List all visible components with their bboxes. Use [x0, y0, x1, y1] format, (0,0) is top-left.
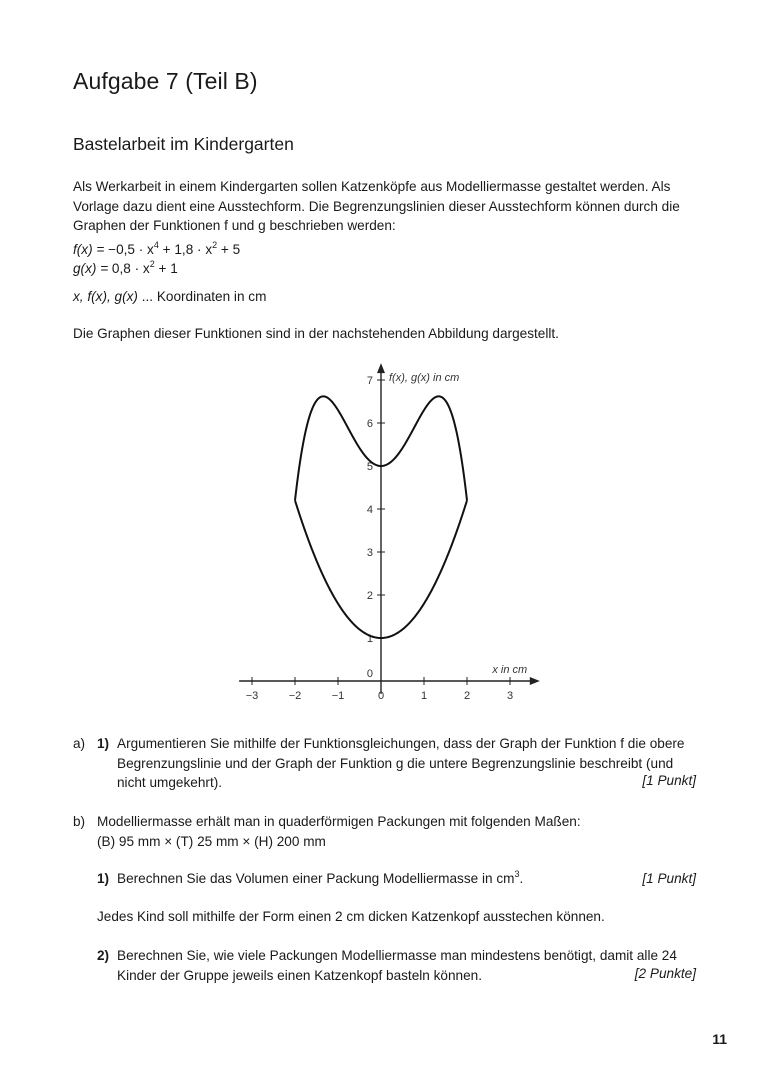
section-subtitle: Bastelarbeit im Kindergarten — [73, 134, 294, 154]
coordinates-note: x, f(x), g(x) ... Koordinaten in cm — [73, 289, 267, 304]
y-axis-label: f(x), g(x) in cm — [389, 372, 460, 385]
part-a-points: [1 Punkt] — [642, 773, 696, 788]
x-tick-label: −1 — [331, 690, 345, 702]
x-axis-arrow — [530, 677, 540, 685]
y-tick-label: 1 — [366, 633, 373, 645]
y-axis-arrow — [377, 363, 385, 373]
part-b-question1-number: 1) — [97, 871, 110, 886]
part-b-middle-text: Jedes Kind soll mithilfe der Form einen 2 cm dicken Katzenkopf ausstechen können. — [97, 909, 605, 924]
part-b-question1-text: Berechnen Sie das Volumen einer Packung Modelliermasse in $cm^3$. — [117, 869, 524, 886]
x-tick-label: 3 — [506, 690, 514, 702]
part-a-label: a) — [73, 736, 86, 751]
y-tick-label: 3 — [366, 547, 373, 559]
x-tick-label: 0 — [377, 690, 385, 702]
part-b-question2-number: 2) — [97, 948, 110, 963]
part-b-label: b) — [73, 814, 86, 829]
y-tick-label: 2 — [366, 590, 373, 602]
x-tick-label: 1 — [420, 690, 428, 702]
part-a-question-number: 1) — [97, 736, 110, 751]
equation-g: $g(x) = 0,8 \cdot x^2 + 1$ — [73, 259, 178, 276]
x-tick-label: −2 — [288, 690, 302, 702]
y-tick-label: 7 — [366, 375, 373, 387]
part-b-question1-points: [1 Punkt] — [642, 871, 696, 886]
x-tick-label: −3 — [245, 690, 259, 702]
x-axis-label: x in cm — [492, 664, 528, 676]
y-tick-label: 6 — [366, 418, 373, 430]
figure-caption: Die Graphen dieser Funktionen sind in der nachstehenden Abbildung dargestellt. — [73, 326, 559, 341]
page-number: 11 — [712, 1031, 727, 1047]
page-title: Aufgabe 7 (Teil B) — [73, 68, 258, 94]
intro-paragraph: Als Werkarbeit in einem Kindergarten sollen Katzenköpfe aus Modelliermasse gestaltet werden. Als Vorlage dazu dient eine Ausstechform. Die Begrenzungslinien dieser Ausstechform können durch die Graphen der Funktionen f und g beschrieben werden: — [73, 179, 680, 233]
equation-f: $f(x) = -0,5 \cdot x^4 + 1,8 \cdot x^2 + 5$ — [73, 240, 241, 257]
x-tick-label: 2 — [463, 690, 471, 702]
part-b-question2-text: Berechnen Sie, wie viele Packungen Modelliermasse man mindestens benötigt, damit alle 24 Kinder der Gruppe jeweils einen Katzenkopf basteln können. — [117, 948, 677, 983]
part-b-question2-points: [2 Punkte] — [634, 966, 696, 981]
y-tick-label: 4 — [366, 504, 373, 516]
part-b-intro: Modelliermasse erhält man in quaderförmigen Packungen mit folgenden Maßen: (B) 95 mm × (T) 25 mm × (H) 200 mm — [97, 814, 581, 849]
part-a-question-text: Argumentieren Sie mithilfe der Funktionsgleichungen, dass der Graph der Funktion f die obere Begrenzungslinie und der Graph der Funktion g die untere Begrenzungslinie beschreibt (und nicht umgekehrt). — [117, 736, 685, 790]
y-tick-label: 5 — [366, 461, 373, 473]
origin-label: 0 — [366, 668, 373, 680]
